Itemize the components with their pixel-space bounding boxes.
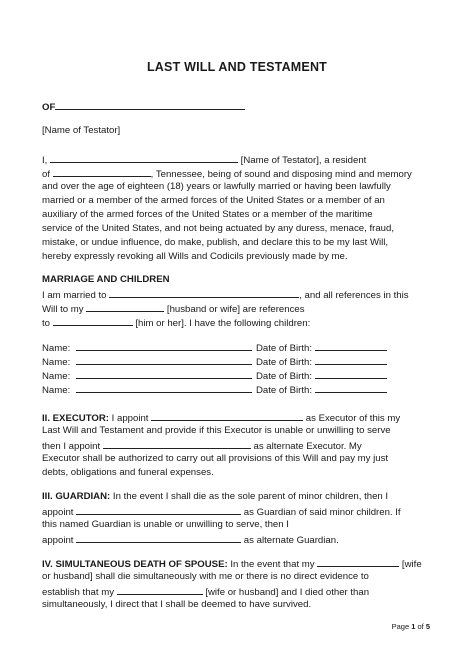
child-name-label: Name:: [42, 385, 71, 396]
alternate-executor-field[interactable]: [103, 439, 251, 449]
of-label: OF: [42, 102, 56, 113]
simultaneous-heading: IV. SIMULTANEOUS DEATH OF SPOUSE:: [42, 559, 228, 570]
spouse-role-field[interactable]: [86, 302, 164, 312]
spouse-name-field-3[interactable]: [117, 585, 203, 595]
spouse-name-field-2[interactable]: [317, 557, 399, 567]
testator-name-field[interactable]: [50, 153, 238, 163]
marriage-line-1: I am married to , and all references in this: [42, 290, 409, 301]
child-name-field[interactable]: [76, 369, 252, 379]
guardian-line-2: appoint as Guardian of said minor children. If: [42, 507, 401, 518]
executor-line-3: then I appoint as alternate Executor. My: [42, 441, 362, 452]
intro-line-4: married or a member of the armed forces of the United States or a member of an: [42, 195, 385, 206]
marriage-heading: MARRIAGE AND CHILDREN: [42, 274, 170, 285]
spouse-name-field[interactable]: [109, 288, 299, 298]
testator-name-blank[interactable]: [55, 100, 245, 110]
child-dob-label: Date of Birth:: [256, 357, 312, 368]
child-name-field[interactable]: [76, 383, 252, 393]
child-row: [42, 369, 387, 383]
guardian-heading: III. GUARDIAN:: [42, 491, 111, 502]
child-dob-field[interactable]: [315, 341, 387, 351]
child-name-label: Name:: [42, 371, 71, 382]
intro-line-5: auxiliary of the armed forces of the United States or a member of the maritime: [42, 209, 373, 220]
executor-line-2: Last Will and Testament and provide if this Executor is unable or unwilling to serve: [42, 425, 391, 436]
simultaneous-line-1: IV. SIMULTANEOUS DEATH OF SPOUSE: In the event that my [wife: [42, 559, 422, 570]
child-row: [42, 383, 387, 397]
child-dob-label: Date of Birth:: [256, 343, 312, 354]
executor-name-field[interactable]: [151, 411, 303, 421]
simultaneous-line-2: or husband] shall die simultaneously with me or there is no direct evidence to: [42, 571, 369, 582]
intro-line-7: mistake, or undue influence, do make, publish, and declare this to be my last Will,: [42, 237, 389, 248]
simultaneous-line-4: simultaneously, I direct that I shall be deemed to have survived.: [42, 599, 312, 610]
guardian-line-1: III. GUARDIAN: In the event I shall die as the sole parent of minor children, then I: [42, 491, 389, 502]
guardian-line-3: this named Guardian is unable or unwilling to serve, then I: [42, 519, 289, 530]
child-dob-field[interactable]: [315, 383, 387, 393]
marriage-line-3: to [him or her]. I have the following children:: [42, 318, 311, 329]
document-title: LAST WILL AND TESTAMENT: [146, 60, 328, 74]
child-name-label: Name:: [42, 357, 71, 368]
page-number: Page 1 of 5: [391, 622, 430, 631]
simultaneous-line-3: establish that my [wife or husband] and I died other than: [42, 587, 370, 598]
child-dob-label: Date of Birth:: [256, 371, 312, 382]
executor-line-4: Executor shall be authorized to carry out all provisions of this Will and pay my just: [42, 453, 389, 464]
child-name-field[interactable]: [76, 355, 252, 365]
executor-line-1: II. EXECUTOR: I appoint as Executor of this my: [42, 413, 401, 424]
intro-line-2: of , Tennessee, being of sound and disposing mind and memory: [42, 169, 412, 180]
child-row: [42, 341, 387, 355]
of-line: [42, 100, 245, 114]
intro-line-3: and over the age of eighteen (18) years or lawfully married or having been lawfully: [42, 181, 391, 192]
guardian-line-4: appoint as alternate Guardian.: [42, 535, 339, 546]
executor-line-5: debts, obligations and funeral expenses.: [42, 467, 214, 478]
child-name-field[interactable]: [76, 341, 252, 351]
child-dob-label: Date of Birth:: [256, 385, 312, 396]
child-row: [42, 355, 387, 369]
alternate-guardian-field[interactable]: [76, 533, 241, 543]
child-name-label: Name:: [42, 343, 71, 354]
testator-placeholder: [Name of Testator]: [42, 125, 121, 136]
child-dob-field[interactable]: [315, 369, 387, 379]
pronoun-field[interactable]: [53, 316, 133, 326]
child-dob-field[interactable]: [315, 355, 387, 365]
executor-heading: II. EXECUTOR:: [42, 413, 109, 424]
county-field[interactable]: [53, 167, 151, 177]
intro-line-1: I, [Name of Testator], a resident: [42, 155, 367, 166]
guardian-name-field[interactable]: [76, 505, 241, 515]
marriage-line-2: Will to my [husband or wife] are references: [42, 304, 305, 315]
intro-line-6: service of the United States, and not being actuated by any duress, menace, fraud,: [42, 223, 394, 234]
intro-line-8: hereby expressly revoking all Wills and Codicils previously made by me.: [42, 251, 348, 262]
